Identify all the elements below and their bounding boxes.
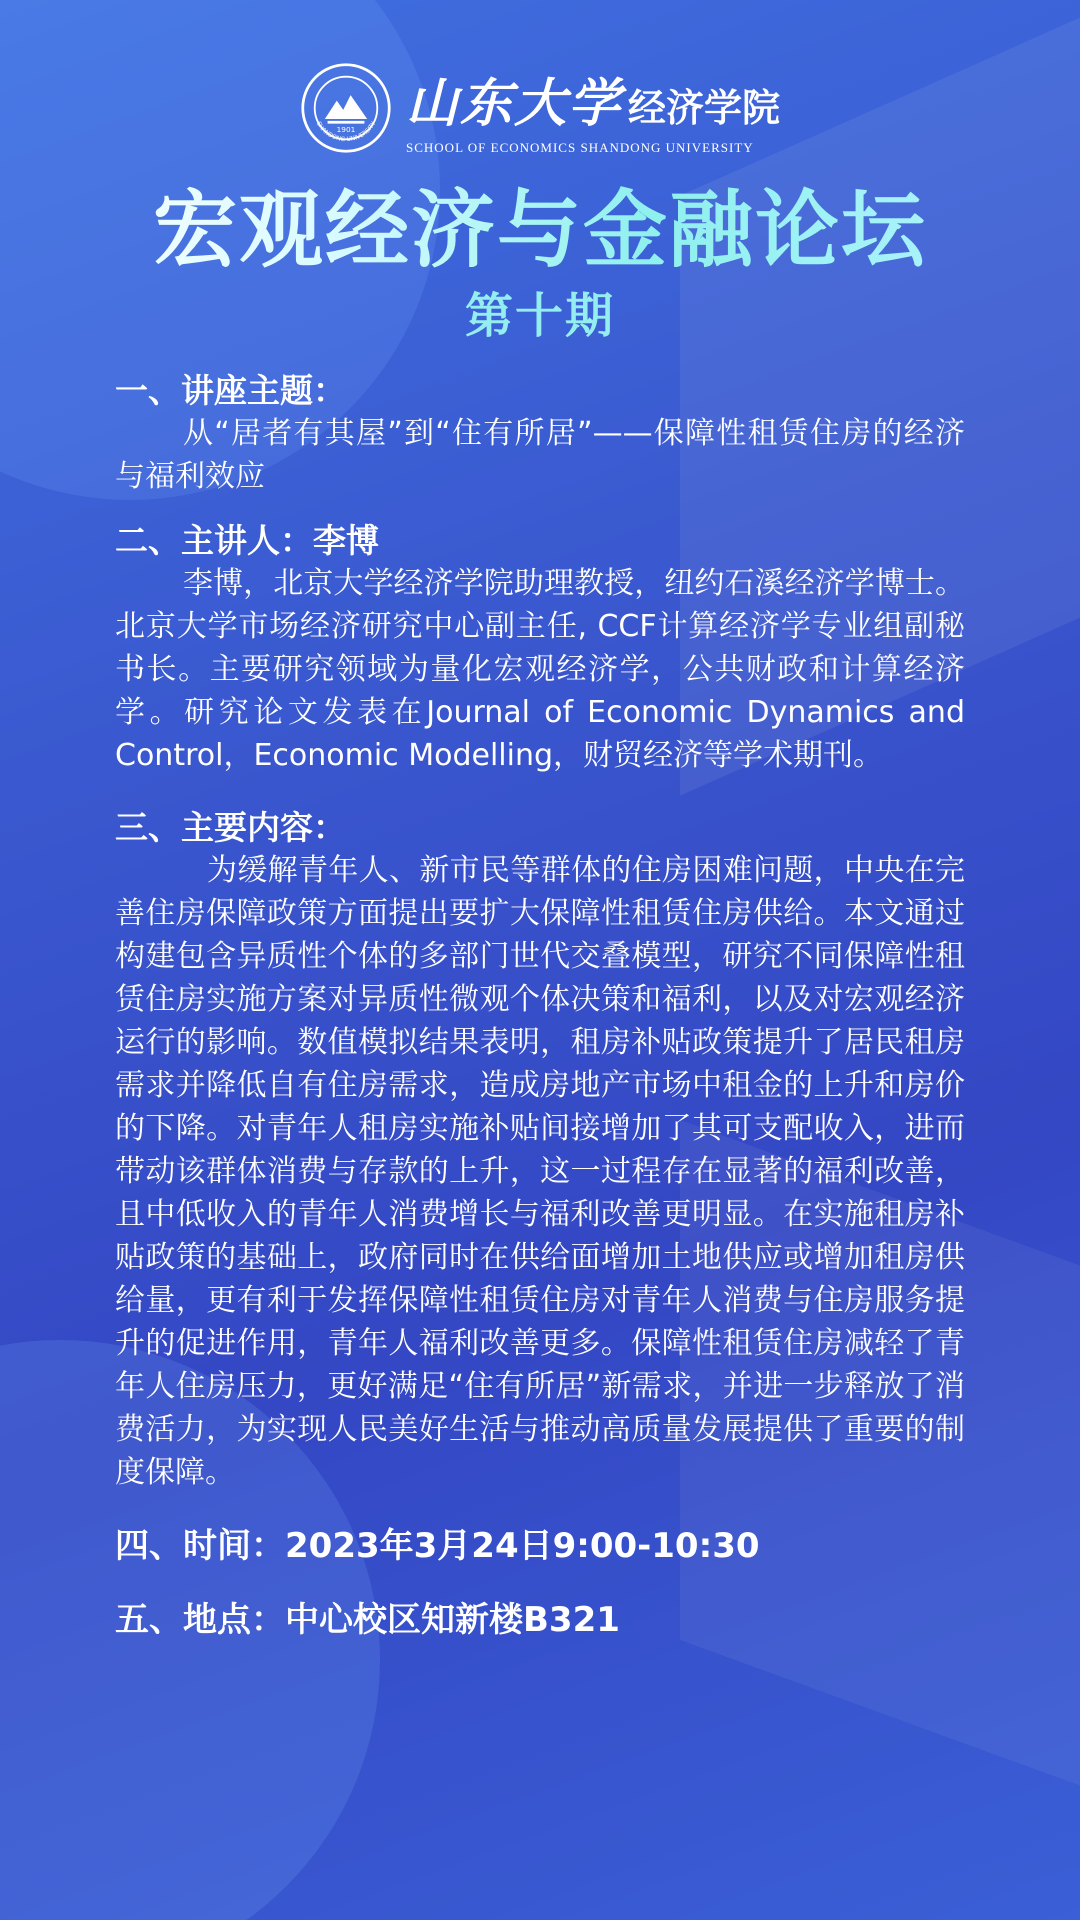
university-emblem-icon	[300, 62, 392, 154]
forum-title: 宏观经济与金融论坛	[0, 180, 1080, 280]
school-name	[406, 61, 780, 156]
school-name-cn: 经济学院	[628, 84, 781, 130]
speaker-section	[115, 520, 965, 777]
place-section	[115, 1598, 965, 1642]
university-logo	[300, 58, 780, 158]
speaker-heading: 二、主讲人：李博	[115, 521, 379, 560]
topic-heading: 一、讲座主题：	[115, 371, 346, 410]
topic-text: 从“居者有其屋”到“住有所居”——保障性租赁住房的经济与福利效应	[115, 416, 965, 494]
svg-text:SHANDONG UNIVERSITY: SHANDONG UNIVERSITY	[314, 120, 378, 144]
school-name-en: SCHOOL OF ECONOMICS SHANDONG UNIVERSITY	[406, 139, 754, 155]
time-section	[115, 1524, 965, 1568]
speaker-bio: 李博，北京大学经济学院助理教授，纽约石溪经济学博士。北京大学市场经济研究中心副主任, CCF计算经济学专业组副秘书长。主要研究领域为量化宏观经济学，公共财政和计算经济学。研究论文发表在Journal of Economic Dynamics and Control，Economic Modelling，财贸经济等学术期刊。	[115, 566, 965, 773]
topic-section	[115, 370, 965, 498]
svg-text:1901: 1901	[336, 124, 356, 134]
issue-number: 第十期	[464, 288, 615, 344]
university-name-calligraphy: 山东大学	[406, 72, 623, 134]
lecture-time: 四、时间：2023年3月24日9:00-10:30	[115, 1526, 760, 1566]
content-text: 为缓解青年人、新市民等群体的住房困难问题，中央在完善住房保障政策方面提出要扩大保障性租赁住房供给。本文通过构建包含异质性个体的多部门世代交叠模型，研究不同保障性租赁住房实施方案对异质性微观个体决策和福利，以及对宏观经济运行的影响。数值模拟结果表明，租房补贴政策提升了居民租房需求并降低自有住房需求，造成房地产市场中租金的上升和房价的下降。对青年人租房实施补贴间接增加了其可支配收入，进而带动该群体消费与存款的上升，这一过程存在显著的福利改善，且中低收入的青年人消费增长与福利改善更明显。在实施租房补贴政策的基础上，政府同时在供给面增加土地供应或增加租房供给量，更有利于发挥保障性租赁住房对青年人消费与住房服务提升的促进作用，青年人福利改善更多。保障性租赁住房减轻了青年人住房压力，更好满足“住有所居”新需求，并进一步释放了消费活力，为实现人民美好生活与推动高质量发展提供了重要的制度保障。	[115, 853, 965, 1490]
lecture-location: 五、地点：中心校区知新楼B321	[115, 1600, 620, 1640]
content-section	[115, 807, 965, 1494]
content-heading: 三、主要内容：	[115, 808, 346, 847]
lecture-details	[115, 370, 965, 1664]
